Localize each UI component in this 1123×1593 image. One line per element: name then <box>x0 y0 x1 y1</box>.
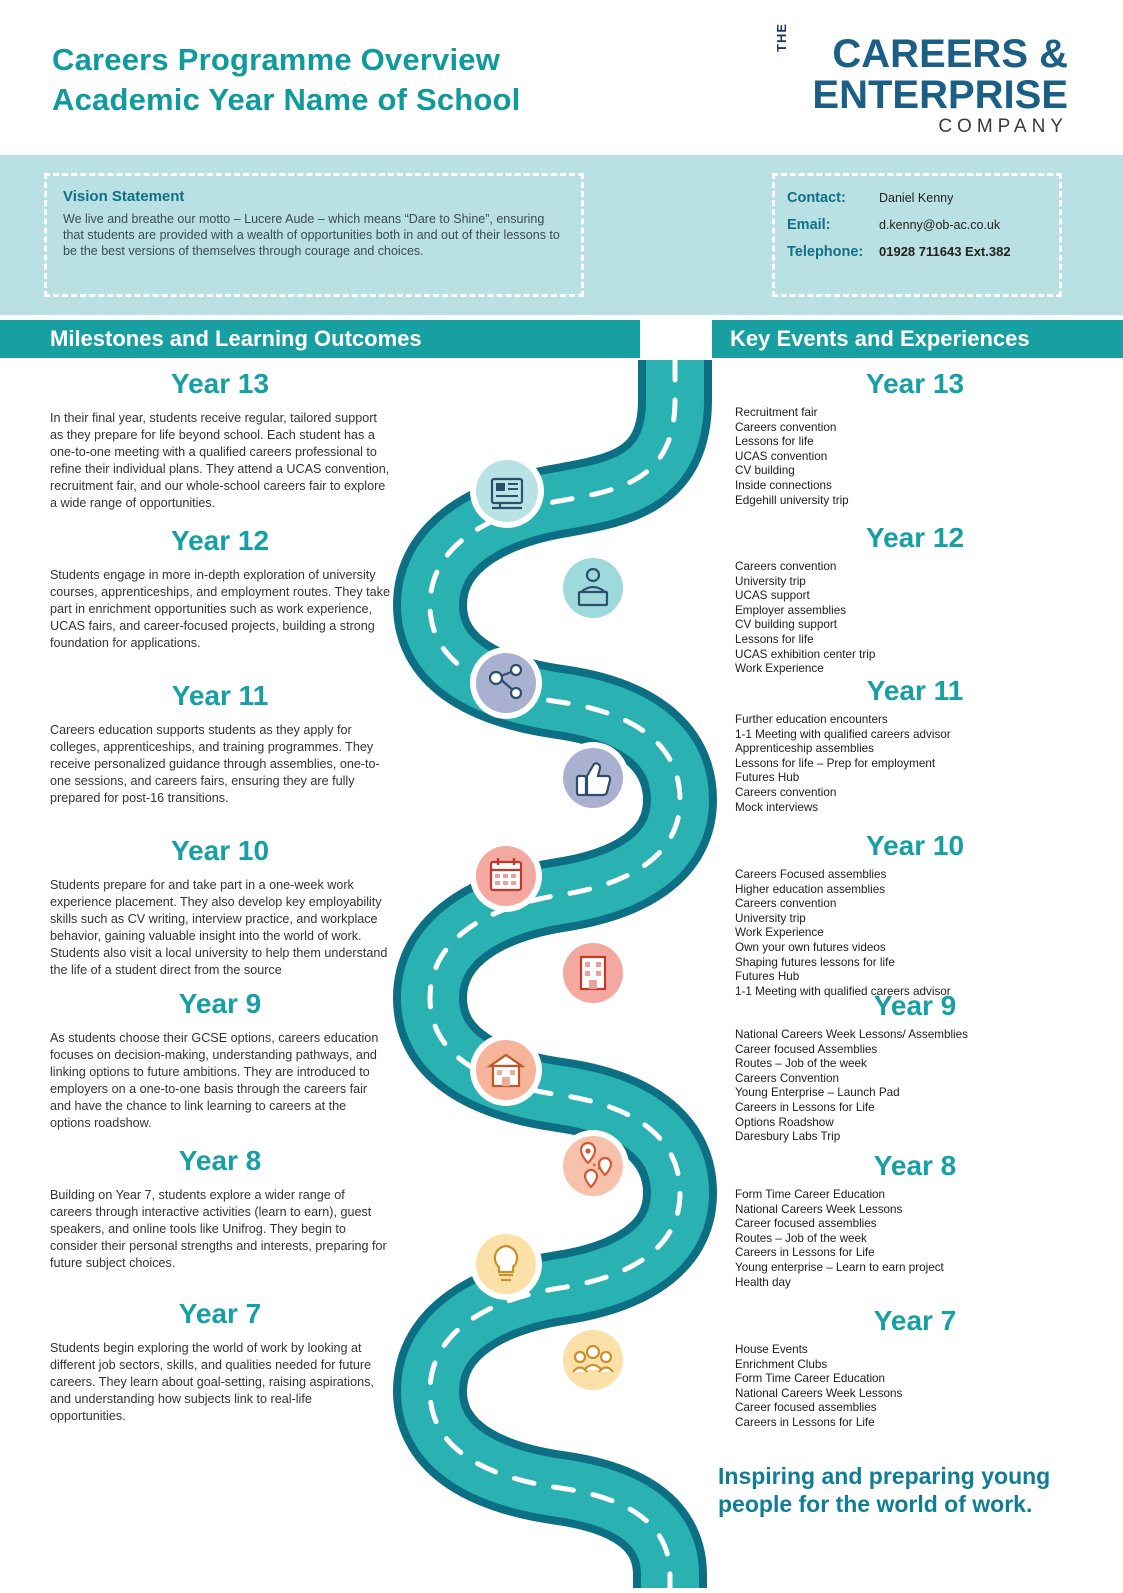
milestone-year-text: Careers education supports students as they apply for colleges, apprenticeships, and training programmes. They receive personalized guidance through assemblies, one-to-one sessions, and careers fairs, ensuring they are fully prepared for post-16 transitions. <box>50 723 380 805</box>
list-item: Form Time Career Education <box>735 1188 886 1201</box>
vision-title: Vision Statement <box>63 188 185 205</box>
list-item: 1-1 Meeting with qualified careers advisor <box>735 984 951 998</box>
list-item: Careers convention <box>735 560 837 573</box>
list-item: UCAS exhibition center trip <box>735 647 876 661</box>
contact-phone-value: 01928 711643 Ext.382 <box>879 244 1011 259</box>
events-list <box>735 1343 1095 1431</box>
road-icon-thumbs-up <box>555 740 631 821</box>
events-year-heading: Year 8 <box>873 1150 957 1181</box>
events-year-11 <box>735 675 1095 815</box>
contact-phone-row <box>787 244 1047 260</box>
road-icon-presenter <box>555 550 631 631</box>
list-item: Careers in Lessons for Life <box>735 1100 875 1114</box>
contact-name-row <box>787 190 1047 206</box>
page-title <box>52 40 521 120</box>
list-item: Edgehill university trip <box>735 493 849 507</box>
logo-the-text: THE <box>774 23 790 52</box>
section-bar-milestones: Milestones and Learning Outcomes <box>0 320 640 358</box>
events-list <box>735 1028 1095 1145</box>
page-header <box>0 0 1123 155</box>
list-item: Options Roadshow <box>735 1115 834 1129</box>
list-item: Careers convention <box>735 785 837 799</box>
milestone-year-text: Students begin exploring the world of work by looking at different job sectors, skills, and qualities needed for future careers. They learn about goal-setting, raising aspirations, and understanding how subjects link to real-life opportunities. <box>50 1341 374 1423</box>
road-graphic <box>370 360 740 1588</box>
events-year-10 <box>735 830 1095 999</box>
milestone-year-text: In their final year, students receive regular, tailored support as they prepare for life beyond school. Each student has a one-to-one meeting with a qualified careers professional to refine their individual plans. They attend a UCAS convention, recruitment fair, and our whole-school careers fair to explore a wide range of opportunities. <box>50 411 390 510</box>
events-list <box>735 713 1095 815</box>
milestone-year-heading: Year 11 <box>171 680 269 711</box>
contact-box <box>772 173 1062 297</box>
events-list <box>735 868 1095 999</box>
milestone-year-text: Students prepare for and take part in a one-week work experience placement. They also develop key employability skills such as CV writing, interview practice, and workplace behavior, gaining valuable insight into the world of work. Students also visit a local university to help them understand the life of a student direct from the source <box>50 878 388 977</box>
road-icon-calendar <box>468 838 544 919</box>
logo-line-1: CAREERS & <box>832 32 1068 76</box>
list-item: Career focused Assemblies <box>735 1042 878 1056</box>
title-line-2: Academic Year Name of School <box>52 82 521 117</box>
list-item: National Careers Week Lessons <box>735 1202 903 1216</box>
list-item: CV building <box>735 464 795 478</box>
list-item: National Careers Week Lessons <box>735 1386 903 1400</box>
events-list <box>735 406 1095 508</box>
milestone-year-heading: Year 9 <box>178 988 262 1019</box>
list-item: Careers in Lessons for Life <box>735 1246 875 1260</box>
events-year-9 <box>735 990 1095 1145</box>
list-item: Health day <box>735 1275 791 1289</box>
events-list <box>735 560 1095 677</box>
milestone-year-heading: Year 12 <box>170 525 270 556</box>
list-item: Shaping futures lessons for life <box>735 955 895 969</box>
list-item: Young Enterprise – Launch Pad <box>735 1086 900 1100</box>
milestone-year-10 <box>50 835 390 979</box>
road-icon-map-pin <box>555 1128 631 1209</box>
milestone-year-11 <box>50 680 390 807</box>
list-item: Career focused assemblies <box>735 1401 877 1415</box>
list-item: Lessons for life – Prep for employment <box>735 756 936 770</box>
list-item: Higher education assemblies <box>735 882 886 896</box>
contact-email-value[interactable]: d.kenny@ob-ac.co.uk <box>879 218 1001 232</box>
contact-phone-label: Telephone: <box>787 244 864 260</box>
list-item: University trip <box>735 911 806 925</box>
company-logo <box>774 23 1068 138</box>
list-item: Lessons for life <box>735 435 814 449</box>
contact-name-label: Contact: <box>787 190 846 206</box>
list-item: Daresbury Labs Trip <box>735 1130 841 1144</box>
list-item: Futures Hub <box>735 970 800 984</box>
road-icon-office-building <box>555 935 631 1016</box>
list-item: Routes – Job of the week <box>735 1057 867 1071</box>
events-year-8 <box>735 1150 1095 1290</box>
milestone-year-heading: Year 10 <box>170 835 270 866</box>
milestone-year-heading: Year 7 <box>178 1298 262 1329</box>
events-year-12 <box>735 522 1095 677</box>
list-item: Careers convention <box>735 897 837 911</box>
list-item: UCAS support <box>735 589 810 603</box>
footer-slogan: Inspiring and preparing young people for the world of work. <box>718 1463 1051 1517</box>
road-icon-network <box>468 645 544 726</box>
list-item: Form Time Career Education <box>735 1372 886 1386</box>
list-item: Own your own futures videos <box>735 940 886 954</box>
milestone-year-text: Students engage in more in-depth exploration of university courses, apprenticeships, and employment routes. They take part in enrichment opportunities such as work experience, UCAS fairs, and career-focused projects, building a strong foundation for applications. <box>50 568 390 650</box>
list-item: UCAS convention <box>735 449 828 463</box>
logo-line-2: ENTERPRISE <box>812 73 1068 117</box>
events-year-heading: Year 9 <box>873 990 957 1021</box>
milestone-year-heading: Year 13 <box>170 368 270 399</box>
road-icon-document <box>468 452 546 535</box>
list-item: Lessons for life <box>735 632 814 646</box>
list-item: Careers convention <box>735 420 837 434</box>
events-year-7 <box>735 1305 1095 1431</box>
events-year-heading: Year 11 <box>866 675 964 706</box>
list-item: Routes – Job of the week <box>735 1231 867 1245</box>
list-item: Careers in Lessons for Life <box>735 1415 875 1429</box>
vision-text: We live and breathe our motto – Lucere Aude – which means “Dare to Shine”, ensuring that students are provided with a wealth of opportunities both in and out of their lessons to be the best versions of themselves through courage and choices. <box>63 212 560 258</box>
contact-email-row <box>787 217 1047 233</box>
list-item: 1-1 Meeting with qualified careers advisor <box>735 727 951 741</box>
events-year-heading: Year 13 <box>865 368 965 399</box>
list-item: Work Experience <box>735 926 824 940</box>
title-line-1: Careers Programme Overview <box>52 42 501 77</box>
milestone-year-9 <box>50 988 390 1132</box>
list-item: Further education encounters <box>735 713 888 726</box>
vision-statement-box <box>44 173 584 297</box>
list-item: Careers Focused assemblies <box>735 868 887 881</box>
list-item: Inside connections <box>735 478 832 492</box>
list-item: Futures Hub <box>735 771 800 785</box>
milestone-year-13 <box>50 368 390 512</box>
list-item: Careers Convention <box>735 1071 839 1085</box>
milestone-year-7 <box>50 1298 390 1425</box>
milestone-year-12 <box>50 525 390 652</box>
list-item: CV building support <box>735 618 838 632</box>
list-item: National Careers Week Lessons/ Assemblies <box>735 1028 968 1041</box>
milestone-year-8 <box>50 1145 390 1272</box>
logo-line-3: COMPANY <box>938 116 1068 137</box>
list-item: Young enterprise – Learn to earn project <box>735 1260 944 1274</box>
milestone-year-text: Building on Year 7, students explore a wider range of careers through interactive activities (learn to earn), guest speakers, and online tools like Unifrog. They begin to consider their personal strengths and interests, preparing for future subject choices. <box>50 1188 387 1270</box>
list-item: Mock interviews <box>735 800 819 814</box>
events-year-heading: Year 10 <box>865 830 965 861</box>
list-item: Recruitment fair <box>735 406 818 419</box>
section-bar-key-events: Key Events and Experiences <box>712 320 1123 358</box>
events-year-heading: Year 7 <box>873 1305 957 1336</box>
list-item: University trip <box>735 574 806 588</box>
list-item: Apprenticeship assemblies <box>735 742 875 756</box>
list-item: Employer assemblies <box>735 603 847 617</box>
road-icon-school <box>468 1032 544 1113</box>
milestone-year-text: As students choose their GCSE options, careers education focuses on decision-making, understanding pathways, and linking options to future ambitions. They are introduced to employers on a one-to-one basis through the careers fair and have the chance to link learning to careers at the options roadshow. <box>50 1031 379 1130</box>
contact-name-value: Daniel Kenny <box>879 191 954 205</box>
events-year-heading: Year 12 <box>865 522 965 553</box>
list-item: Work Experience <box>735 662 824 676</box>
list-item: House Events <box>735 1343 808 1356</box>
list-item: Enrichment Clubs <box>735 1357 828 1371</box>
road-icon-lightbulb <box>468 1226 544 1307</box>
road-icon-people-group <box>555 1322 631 1403</box>
milestone-year-heading: Year 8 <box>178 1145 262 1176</box>
list-item: Career focused assemblies <box>735 1217 877 1231</box>
events-year-13 <box>735 368 1095 508</box>
events-list <box>735 1188 1095 1290</box>
contact-email-label: Email: <box>787 217 831 233</box>
